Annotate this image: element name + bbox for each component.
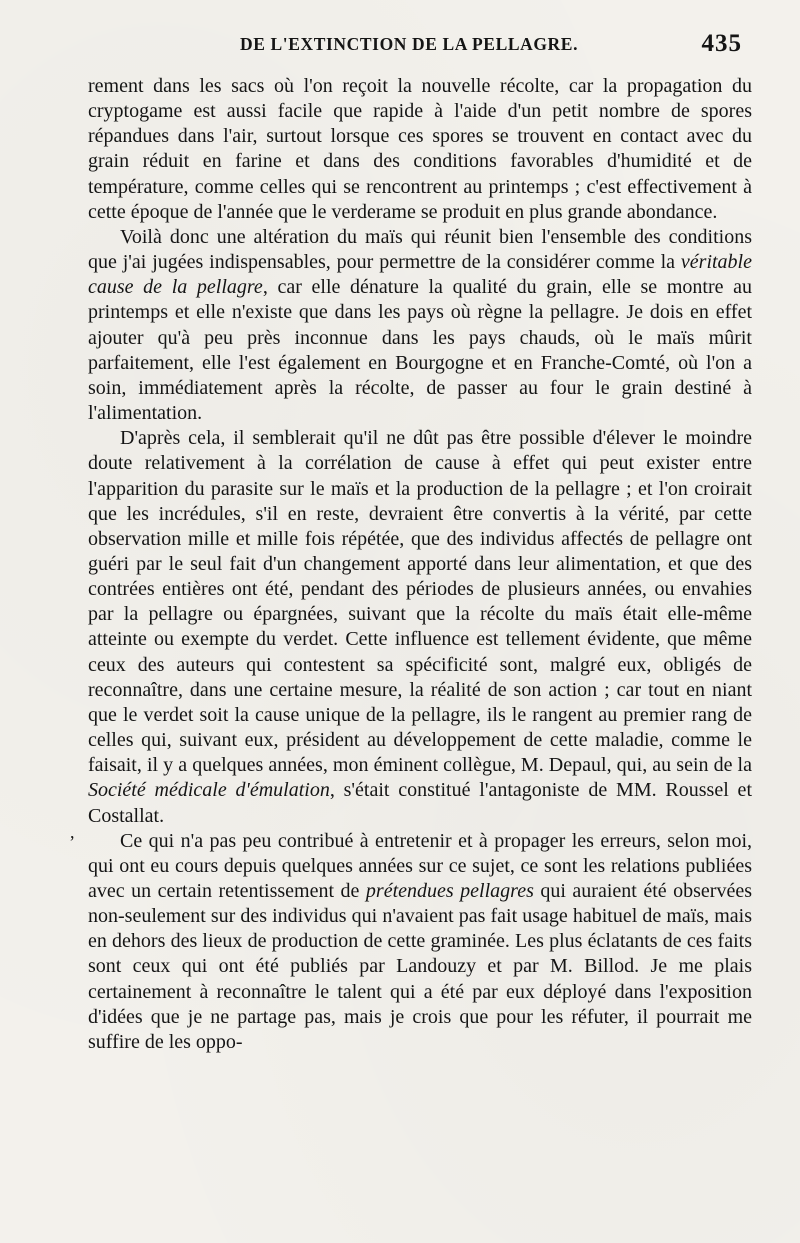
paragraph: [88, 426, 752, 829]
text-run: , s'était constitué l'antagoniste de MM. Roussel et Costallat.: [88, 779, 752, 827]
page-number: 435: [701, 30, 742, 57]
margin-mark: ,: [70, 822, 75, 842]
page-header: [90, 32, 750, 66]
text-run: rement dans les sacs où l'on reçoit la nouvelle récolte, car la propagation du cryptogame est aussi facile que rapide à l'aide d'un petit nombre de spores répandues dans l'air, surtout lorsque ces spores se trouvent en contact avec du grain réduit en farine et dans des conditions favorables d'humidité et de température, comme celles qui se rencontrent au printemps ; c'est effectivement à cette époque de l'année que le verderame se produit en plus grande abondance.: [88, 75, 752, 223]
running-title: DE L'EXTINCTION DE LA PELLAGRE.: [240, 34, 579, 54]
text-run: Voilà donc une altération du maïs qui réunit bien l'ensemble des conditions que j'ai jugées indispensables, pour permettre de la considérer comme la: [88, 225, 752, 274]
paragraph: [88, 829, 752, 1055]
italic-text: prétendues pellagres: [365, 880, 534, 902]
paragraph: [88, 74, 752, 225]
text-run: Ce qui n'a pas peu contribué à entretenir et à propager les erreurs, selon moi, qui ont eu cours depuis quelques années sur ce sujet, ce sont les relations publiées avec un certain retentissement de: [88, 829, 752, 902]
text-run: , car elle dénature la qualité du grain, elle se montre au printemps et elle n'existe que dans les pays où règne la pellagre. Je dois en effet ajouter qu'à peu près inconnue dans les pays chauds, où le maïs mûrit parfaitement, elle l'est également en Bourgogne et en Franche-Comté, où l'on a soin, immédiatement après la récolte, de passer au four le grain destiné à l'alimentation.: [88, 276, 752, 425]
text-run: qui auraient été observées non-seulement sur des individus qui n'avaient pas fait usage habituel de maïs, mais en dehors des lieux de production de cette graminée. Les plus éclatants de ces faits sont ceux qui ont été publiés par Landouzy et par M. Billod. Je me plais certainement à reconnaître le talent qui a été par eux déployé dans l'exposition d'idées que je ne partage pas, mais je crois que pour les réfuter, il pourrait me suffire de les oppo-: [88, 880, 752, 1053]
text-run: D'après cela, il semblerait qu'il ne dût pas être possible d'élever le moindre doute relativement à la corrélation de cause à effet qui peut exister entre l'apparition du parasite sur le maïs et la production de la pellagre ; et l'on croirait que les incrédules, s'il en reste, devraient être convertis à la vérité, par cette observation mille et mille fois répétée, que des individus affectés de pellagre ont guéri par le seul fait d'un changement apporté dans leur alimentation, et que des contrées entières ont été, pendant des périodes de plusieurs années, ou envahies par la pellagre ou épargnées, suivant que la récolte du maïs était elle-même atteinte ou exempte du verdet. Cette influence est tellement évidente, que même ceux des auteurs qui contestent sa spécificité sont, malgré eux, obligés de reconnaître, dans une certaine mesure, la réalité de son action ; car tout en niant que le verdet soit la cause unique de la pellagre, ils le rangent au premier rang de celles qui, suivant eux, président au développement de cette maladie, comme le faisait, il y a quelques années, mon éminent collègue, M. Depaul, qui, au sein de la: [88, 427, 752, 777]
paragraph: [88, 225, 752, 426]
body-text: [88, 74, 752, 1055]
italic-text: Société médicale d'émulation: [88, 779, 330, 802]
italic-text: véritable cause de la pellagre: [88, 251, 752, 299]
